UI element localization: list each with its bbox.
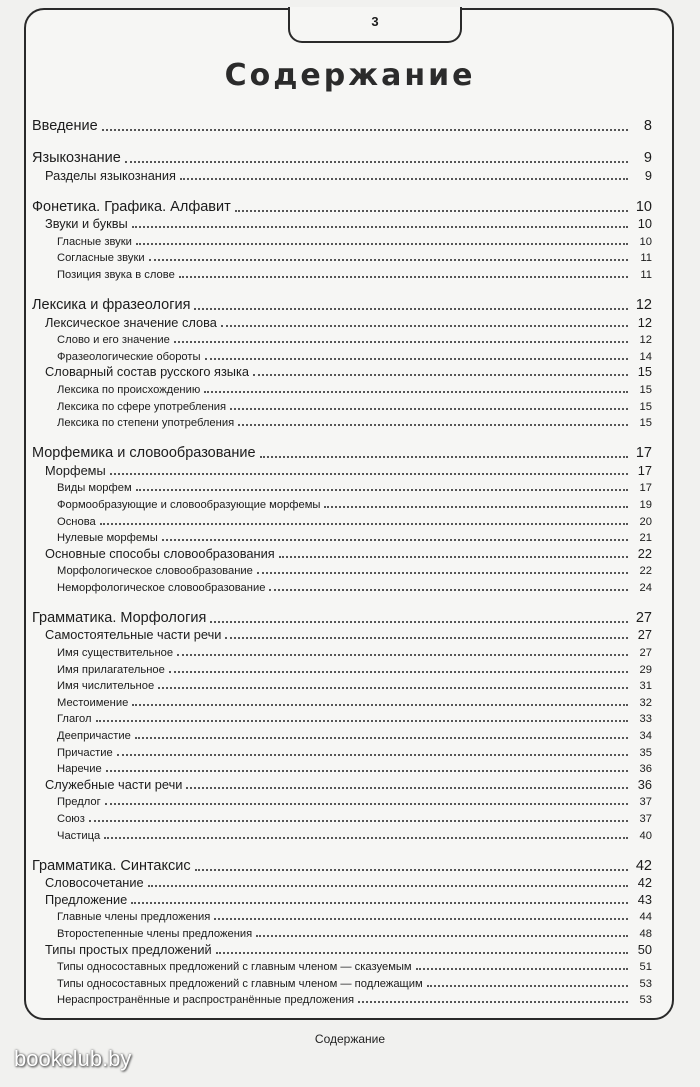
toc-entry-label: Морфологическое словообразование bbox=[57, 565, 253, 578]
dot-leader bbox=[177, 642, 628, 656]
toc-subsection[interactable] bbox=[32, 626, 652, 643]
toc-entry-label: Согласные звуки bbox=[57, 252, 145, 265]
toc-subsection[interactable] bbox=[32, 874, 652, 891]
toc-entry-page: 15 bbox=[639, 400, 652, 413]
toc-entry-label: Глагол bbox=[57, 713, 92, 726]
running-footer: Содержание bbox=[314, 1032, 386, 1046]
toc-entry-page: 11 bbox=[640, 268, 652, 281]
dot-leader bbox=[162, 528, 628, 542]
toc-entry-page: 32 bbox=[639, 696, 652, 709]
toc-item[interactable] bbox=[32, 346, 652, 363]
toc-entry-page: 33 bbox=[639, 713, 652, 726]
toc-entry-label: Нераспространённые и распространённые предложения bbox=[57, 994, 355, 1007]
dot-leader bbox=[216, 940, 628, 954]
toc-entry-label: Разделы языкознания bbox=[45, 167, 176, 183]
toc-entry-label: Грамматика. Синтаксис bbox=[32, 857, 191, 874]
toc-entry-page: 42 bbox=[637, 875, 652, 891]
toc-item[interactable] bbox=[32, 692, 652, 709]
toc-item[interactable] bbox=[32, 511, 652, 528]
toc-entry-label: Виды морфем bbox=[57, 482, 132, 495]
toc-entry-page: 27 bbox=[637, 627, 652, 643]
toc-entry-page: 21 bbox=[639, 532, 652, 545]
toc-item[interactable] bbox=[32, 792, 652, 809]
toc-item[interactable] bbox=[32, 742, 652, 759]
toc-entry-page: 51 bbox=[639, 961, 652, 974]
toc-entry-label: Лексика по степени употребления bbox=[57, 417, 235, 430]
toc-entry-label: Основные способы словообразования bbox=[45, 545, 275, 561]
toc-item[interactable] bbox=[32, 923, 652, 940]
dot-leader bbox=[230, 396, 628, 410]
toc-entry-label: Типы простых предложений bbox=[45, 941, 212, 957]
toc-entry-label: Гласные звуки bbox=[57, 235, 132, 248]
toc-entry-label: Неморфологическое словообразование bbox=[57, 581, 266, 594]
toc-entry-label: Звуки и буквы bbox=[45, 216, 128, 232]
page-number-tab bbox=[288, 7, 462, 43]
toc-item[interactable] bbox=[32, 248, 652, 265]
toc-entry-label: Морфемика и словообразование bbox=[32, 445, 256, 462]
toc-entry-page: 36 bbox=[639, 763, 652, 776]
toc-item[interactable] bbox=[32, 561, 652, 578]
dot-leader bbox=[238, 413, 628, 427]
toc-entry-page: 44 bbox=[639, 911, 652, 924]
toc-chapter[interactable] bbox=[32, 193, 652, 215]
toc-item[interactable] bbox=[32, 396, 652, 413]
dot-leader bbox=[135, 725, 628, 739]
toc-entry-label: Частица bbox=[57, 829, 101, 842]
toc-entry-page: 20 bbox=[639, 515, 652, 528]
dot-leader bbox=[279, 544, 628, 558]
toc-entry-page: 19 bbox=[639, 498, 652, 511]
toc-entry-label: Предлог bbox=[57, 796, 101, 809]
dot-leader bbox=[148, 874, 628, 888]
toc-item[interactable] bbox=[32, 825, 652, 842]
toc-item[interactable] bbox=[32, 494, 652, 511]
toc-entry-page: 14 bbox=[639, 350, 652, 363]
toc-entry-label: Словарный состав русского языка bbox=[45, 364, 250, 380]
toc-entry-label: Союз bbox=[57, 813, 85, 825]
dot-leader bbox=[210, 607, 628, 623]
toc-entry-page: 17 bbox=[637, 462, 652, 478]
toc-item[interactable] bbox=[32, 413, 652, 430]
toc-entry-page: 37 bbox=[639, 813, 652, 825]
toc-entry-page: 9 bbox=[644, 167, 652, 183]
dot-leader bbox=[214, 907, 628, 921]
toc-item[interactable] bbox=[32, 990, 652, 1007]
toc-entry-page: 53 bbox=[639, 977, 652, 990]
toc-entry-page: 36 bbox=[637, 776, 652, 792]
toc-entry-page: 35 bbox=[639, 746, 652, 759]
toc-entry-page: 9 bbox=[643, 150, 652, 166]
toc-entry-label: Языкознание bbox=[32, 150, 121, 166]
toc-entry-label: Позиция звука в слове bbox=[57, 268, 175, 281]
toc-entry-page: 37 bbox=[639, 796, 652, 809]
toc-entry-label: Местоимение bbox=[57, 696, 129, 709]
toc-subsection[interactable] bbox=[32, 890, 652, 907]
dot-leader bbox=[136, 231, 628, 245]
toc-chapter[interactable] bbox=[32, 439, 652, 461]
dot-leader bbox=[260, 442, 628, 458]
toc-subsection[interactable] bbox=[32, 363, 652, 380]
dot-leader bbox=[180, 166, 628, 180]
dot-leader bbox=[110, 461, 628, 475]
toc-entry-page: 29 bbox=[639, 663, 652, 676]
toc-entry-label: Наречие bbox=[57, 763, 102, 776]
toc-item[interactable] bbox=[32, 478, 652, 495]
toc-entry-page: 15 bbox=[639, 383, 652, 396]
toc-entry-page: 34 bbox=[639, 730, 652, 743]
dot-leader bbox=[158, 676, 628, 690]
page-number: 3 bbox=[371, 14, 379, 29]
toc-entry-label: Грамматика. Морфология bbox=[32, 609, 207, 626]
toc-section bbox=[32, 144, 652, 183]
toc-entry-page: 24 bbox=[639, 581, 652, 594]
toc-entry-page: 31 bbox=[639, 680, 652, 693]
toc-entry-page: 12 bbox=[639, 334, 652, 347]
toc-section bbox=[32, 604, 652, 842]
toc-entry-page: 10 bbox=[639, 235, 652, 248]
toc-entry-page: 11 bbox=[640, 252, 652, 265]
toc-entry-page: 48 bbox=[639, 927, 652, 940]
toc-entry-label: Деепричастие bbox=[57, 730, 131, 743]
toc-item[interactable] bbox=[32, 330, 652, 347]
toc-entry-page: 17 bbox=[639, 482, 652, 495]
toc-item[interactable] bbox=[32, 528, 652, 545]
toc-entry-label: Типы односоставных предложений с главным членом — подлежащим bbox=[57, 977, 423, 990]
toc-entry-label: Имя прилагательное bbox=[57, 663, 165, 676]
toc-section bbox=[32, 193, 652, 281]
dot-leader bbox=[131, 890, 628, 904]
toc-entry-label: Формообразующие и словообразующие морфемы bbox=[57, 498, 321, 511]
dot-leader bbox=[104, 825, 628, 839]
toc-entry-page: 12 bbox=[635, 296, 652, 313]
dot-leader bbox=[195, 855, 628, 871]
toc-entry-label: Имя числительное bbox=[57, 680, 155, 693]
toc-entry-page: 42 bbox=[635, 857, 652, 874]
toc-section bbox=[32, 439, 652, 594]
dot-leader bbox=[106, 759, 628, 773]
dot-leader bbox=[89, 808, 628, 822]
toc-item[interactable] bbox=[32, 379, 652, 396]
toc-entry-page: 43 bbox=[637, 891, 652, 907]
toc-chapter[interactable] bbox=[32, 144, 652, 166]
toc-entry-label: Фразеологические обороты bbox=[57, 350, 201, 363]
toc-entry-label: Фонетика. Графика. Алфавит bbox=[32, 198, 231, 215]
dot-leader bbox=[221, 313, 628, 327]
toc-item[interactable] bbox=[32, 725, 652, 742]
toc-entry-label: Причастие bbox=[57, 746, 113, 759]
dot-leader bbox=[225, 626, 628, 640]
toc-item[interactable] bbox=[32, 709, 652, 726]
toc-entry-label: Самостоятельные части речи bbox=[45, 627, 222, 643]
toc-item[interactable] bbox=[32, 231, 652, 248]
toc-entry-label: Морфемы bbox=[45, 462, 106, 478]
toc-entry-page: 10 bbox=[635, 198, 652, 215]
toc-item[interactable] bbox=[32, 659, 652, 676]
toc-entry-label: Предложение bbox=[45, 891, 128, 907]
dot-leader bbox=[358, 990, 628, 1004]
toc-chapter[interactable] bbox=[32, 852, 652, 874]
dot-leader bbox=[269, 577, 628, 591]
toc-subsection[interactable] bbox=[32, 313, 652, 330]
dot-leader bbox=[205, 346, 628, 360]
toc-entry-label: Лексическое значение слова bbox=[45, 314, 217, 330]
toc-section bbox=[32, 291, 652, 429]
toc-entry-label: Второстепенные члены предложения bbox=[57, 927, 253, 940]
toc-item[interactable] bbox=[32, 907, 652, 924]
toc-entry-page: 10 bbox=[637, 216, 652, 232]
dot-leader bbox=[179, 264, 628, 278]
dot-leader bbox=[324, 494, 628, 508]
toc-chapter[interactable] bbox=[32, 604, 652, 626]
toc-entry-label: Лексика и фразеология bbox=[32, 296, 191, 313]
dot-leader bbox=[132, 692, 628, 706]
toc-subsection[interactable] bbox=[32, 215, 652, 232]
toc-item[interactable] bbox=[32, 759, 652, 776]
dot-leader bbox=[174, 330, 628, 344]
toc-entry-page: 12 bbox=[637, 314, 652, 330]
toc-subsection[interactable] bbox=[32, 544, 652, 561]
toc-entry-page: 17 bbox=[635, 445, 652, 462]
dot-leader bbox=[136, 478, 628, 492]
toc-subsection[interactable] bbox=[32, 940, 652, 957]
toc-entry-label: Нулевые морфемы bbox=[57, 532, 158, 545]
toc-entry-label: Типы односоставных предложений с главным членом — сказуемым bbox=[57, 961, 412, 974]
dot-leader bbox=[102, 115, 628, 131]
page-title: Содержание bbox=[224, 58, 476, 93]
dot-leader bbox=[235, 196, 628, 212]
dot-leader bbox=[149, 248, 628, 262]
toc-entry-page: 27 bbox=[635, 609, 652, 626]
toc-entry-page: 27 bbox=[639, 647, 652, 660]
dot-leader bbox=[125, 147, 628, 163]
toc-item[interactable] bbox=[32, 957, 652, 974]
toc-entry-page: 22 bbox=[637, 545, 652, 561]
toc-entry-page: 15 bbox=[639, 417, 652, 430]
toc-item[interactable] bbox=[32, 577, 652, 594]
toc-entry-label: Основа bbox=[57, 515, 96, 528]
dot-leader bbox=[427, 973, 628, 987]
toc-entry-page: 8 bbox=[643, 118, 652, 134]
toc-entry-label: Слово и его значение bbox=[57, 334, 170, 347]
toc-subsection[interactable] bbox=[32, 775, 652, 792]
dot-leader bbox=[105, 792, 628, 806]
dot-leader bbox=[169, 659, 628, 673]
toc-section bbox=[32, 112, 652, 134]
toc-chapter[interactable] bbox=[32, 112, 652, 134]
toc-entry-page: 50 bbox=[637, 941, 652, 957]
toc-section bbox=[32, 852, 652, 1007]
dot-leader bbox=[416, 957, 628, 971]
table-of-contents bbox=[32, 112, 652, 1016]
toc-entry-label: Лексика по сфере употребления bbox=[57, 400, 227, 413]
dot-leader bbox=[186, 775, 628, 789]
toc-subsection[interactable] bbox=[32, 461, 652, 478]
dot-leader bbox=[117, 742, 628, 756]
toc-entry-label: Служебные части речи bbox=[45, 776, 183, 792]
toc-item[interactable] bbox=[32, 264, 652, 281]
toc-entry-page: 53 bbox=[639, 994, 652, 1007]
dot-leader bbox=[204, 379, 628, 393]
watermark: bookclub.by bbox=[14, 1046, 132, 1071]
dot-leader bbox=[253, 363, 628, 377]
dot-leader bbox=[256, 923, 628, 937]
toc-entry-label: Словосочетание bbox=[45, 875, 144, 891]
toc-item[interactable] bbox=[32, 808, 652, 825]
toc-entry-label: Лексика по происхождению bbox=[57, 383, 201, 396]
toc-chapter[interactable] bbox=[32, 291, 652, 313]
dot-leader bbox=[132, 215, 628, 229]
toc-entry-label: Введение bbox=[32, 118, 98, 134]
dot-leader bbox=[100, 511, 628, 525]
toc-item[interactable] bbox=[32, 973, 652, 990]
toc-entry-label: Имя существительное bbox=[57, 647, 174, 660]
dot-leader bbox=[96, 709, 628, 723]
dot-leader bbox=[194, 294, 628, 310]
toc-item[interactable] bbox=[32, 676, 652, 693]
toc-entry-page: 15 bbox=[637, 364, 652, 380]
dot-leader bbox=[257, 561, 628, 575]
toc-entry-page: 40 bbox=[639, 829, 652, 842]
toc-item[interactable] bbox=[32, 642, 652, 659]
toc-entry-page: 22 bbox=[639, 565, 652, 578]
toc-subsection[interactable] bbox=[32, 166, 652, 183]
toc-entry-label: Главные члены предложения bbox=[57, 911, 211, 924]
